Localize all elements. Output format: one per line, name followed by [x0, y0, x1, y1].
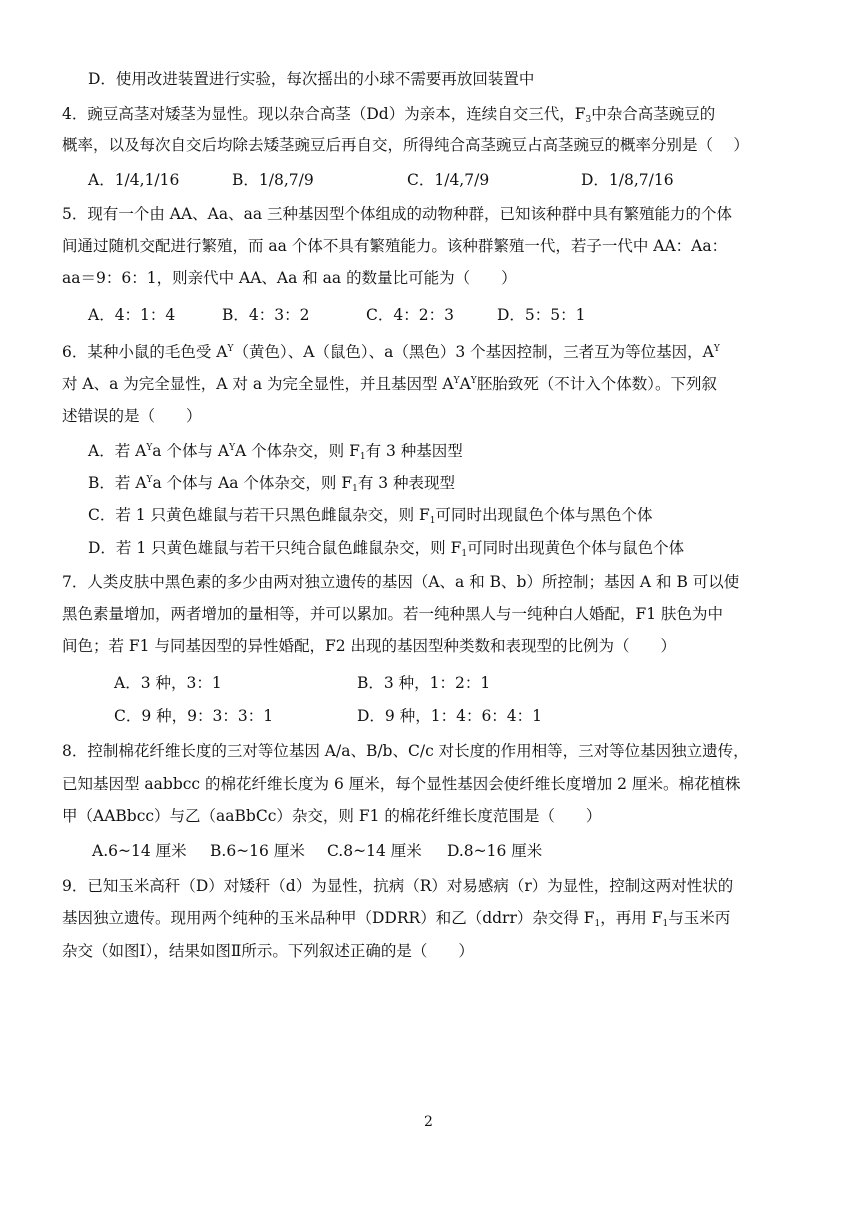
q5-line3: aa＝9：6：1，则亲代中 AA、Aa 和 aa 的数量比可能为（ ）: [62, 269, 517, 287]
q6-line3: 述错误的是（ ）: [62, 407, 202, 425]
q4-option-c: C．1/4,7/9: [407, 171, 490, 189]
q7-option-c: C．9 种，9：3：3：1: [114, 707, 274, 725]
q9-line1: 9．已知玉米高秆（D）对矮秆（d）为显性，抗病（R）对易感病（r）为显性，控制这两对性状的: [62, 877, 734, 895]
q7-option-b: B．3 种，1：2：1: [357, 674, 491, 692]
q4-option-d: D．1/8,7/16: [581, 171, 674, 189]
q5-option-c: C．4：2：3: [366, 306, 454, 324]
q9-line2: 基因独立遗传。现用两个纯种的玉米品种甲（DDRR）和乙（ddrr）杂交得 $F_1$，再用 $F_1$与玉米丙: [62, 909, 731, 929]
q5-option-d: D．5：5：1: [497, 306, 586, 324]
q7-option-a: A．3 种，3：1: [114, 674, 222, 692]
q5-line2: 间通过随机交配进行繁殖，而 aa 个体不具有繁殖能力。该种群繁殖一代，若子一代中 AA：Aa：: [62, 237, 728, 255]
q6-line1: 6．某种小鼠的毛色受 $A^Y$（黄色）、A（鼠色）、a（黑色）3 个基因控制，三者互为等位基因，$A^Y$: [62, 343, 720, 361]
q3-option-d: D．使用改进装置进行实验，每次摇出的小球不需要再放回装置中: [88, 70, 535, 88]
q6-option-b: B．若 $A^Ya$ 个体与 Aa 个体杂交，则 $F_1$有 3 种表现型: [88, 474, 456, 494]
q7-option-d: D．9 种，1：4：6：4：1: [357, 707, 543, 725]
q4-option-b: B．1/8,7/9: [232, 171, 314, 189]
q8-line3: 甲（AABbcc）与乙（aaBbCc）杂交，则 F1 的棉花纤维长度范围是（ ）: [62, 807, 602, 825]
q7-line2: 黑色素量增加，两者增加的量相等，并可以累加。若一纯种黑人与一纯种白人婚配，F1 肤色为中: [62, 605, 724, 623]
q6-option-a: A．若 $A^Ya$ 个体与 $A^YA$ 个体杂交，则 $F_1$有 3 种基因型: [88, 442, 463, 462]
q6-line2: 对 A、a 为完全显性，A 对 a 为完全显性，并且基因型 $A^YA^Y$胚胎致死（不计入个体数）。下列叙: [62, 375, 718, 393]
q5-line1: 5．现有一个由 AA、Aa、aa 三种基因型个体组成的动物种群，已知该种群中具有繁殖能力的个体: [62, 205, 733, 223]
q5-option-a: A．4：1：4: [88, 306, 176, 324]
q8-option-c: C.8~14 厘米: [327, 842, 422, 860]
q4-line2: 概率，以及每次自交后均除去矮茎豌豆后再自交，所得纯合高茎豌豆占高茎豌豆的概率分别是（ ）: [62, 136, 749, 154]
q5-option-b: B．4：3：2: [222, 306, 310, 324]
q8-option-d: D.8~16 厘米: [447, 842, 543, 860]
q7-line3: 间色；若 F1 与同基因型的异性婚配，F2 出现的基因型种类数和表现型的比例为（ ）: [62, 637, 677, 655]
q6-option-c: C．若 1 只黄色雄鼠与若干只黑色雌鼠杂交，则 $F_1$可同时出现鼠色个体与黑色个体: [88, 506, 653, 526]
q8-line2: 已知基因型 aabbcc 的棉花纤维长度为 6 厘米，每个显性基因会使纤维长度增加 2 厘米。棉花植株: [62, 775, 741, 793]
q8-option-b: B.6~16 厘米: [210, 842, 305, 860]
q6-option-d: D．若 1 只黄色雄鼠与若干只纯合鼠色雌鼠杂交，则 $F_1$可同时出现黄色个体与鼠色个体: [88, 539, 685, 559]
q4-option-a: A．1/4,1/16: [88, 171, 180, 189]
q9-line3: 杂交（如图Ⅰ），结果如图Ⅱ所示。下列叙述正确的是（ ）: [62, 942, 474, 960]
page-number: 2: [424, 1114, 433, 1130]
q4-line1: 4．豌豆高茎对矮茎为显性。现以杂合高茎（Dd）为亲本，连续自交三代，$F_3$中杂合高茎豌豆的: [62, 105, 716, 125]
q8-option-a: A.6~14 厘米: [92, 842, 187, 860]
q8-line1: 8．控制棉花纤维长度的三对等位基因 A/a、B/b、C/c 对长度的作用相等，三对等位基因独立遗传，: [62, 742, 749, 760]
q7-line1: 7．人类皮肤中黑色素的多少由两对独立遗传的基因（A、a 和 B、b）所控制；基因 A 和 B 可以使: [62, 573, 740, 591]
